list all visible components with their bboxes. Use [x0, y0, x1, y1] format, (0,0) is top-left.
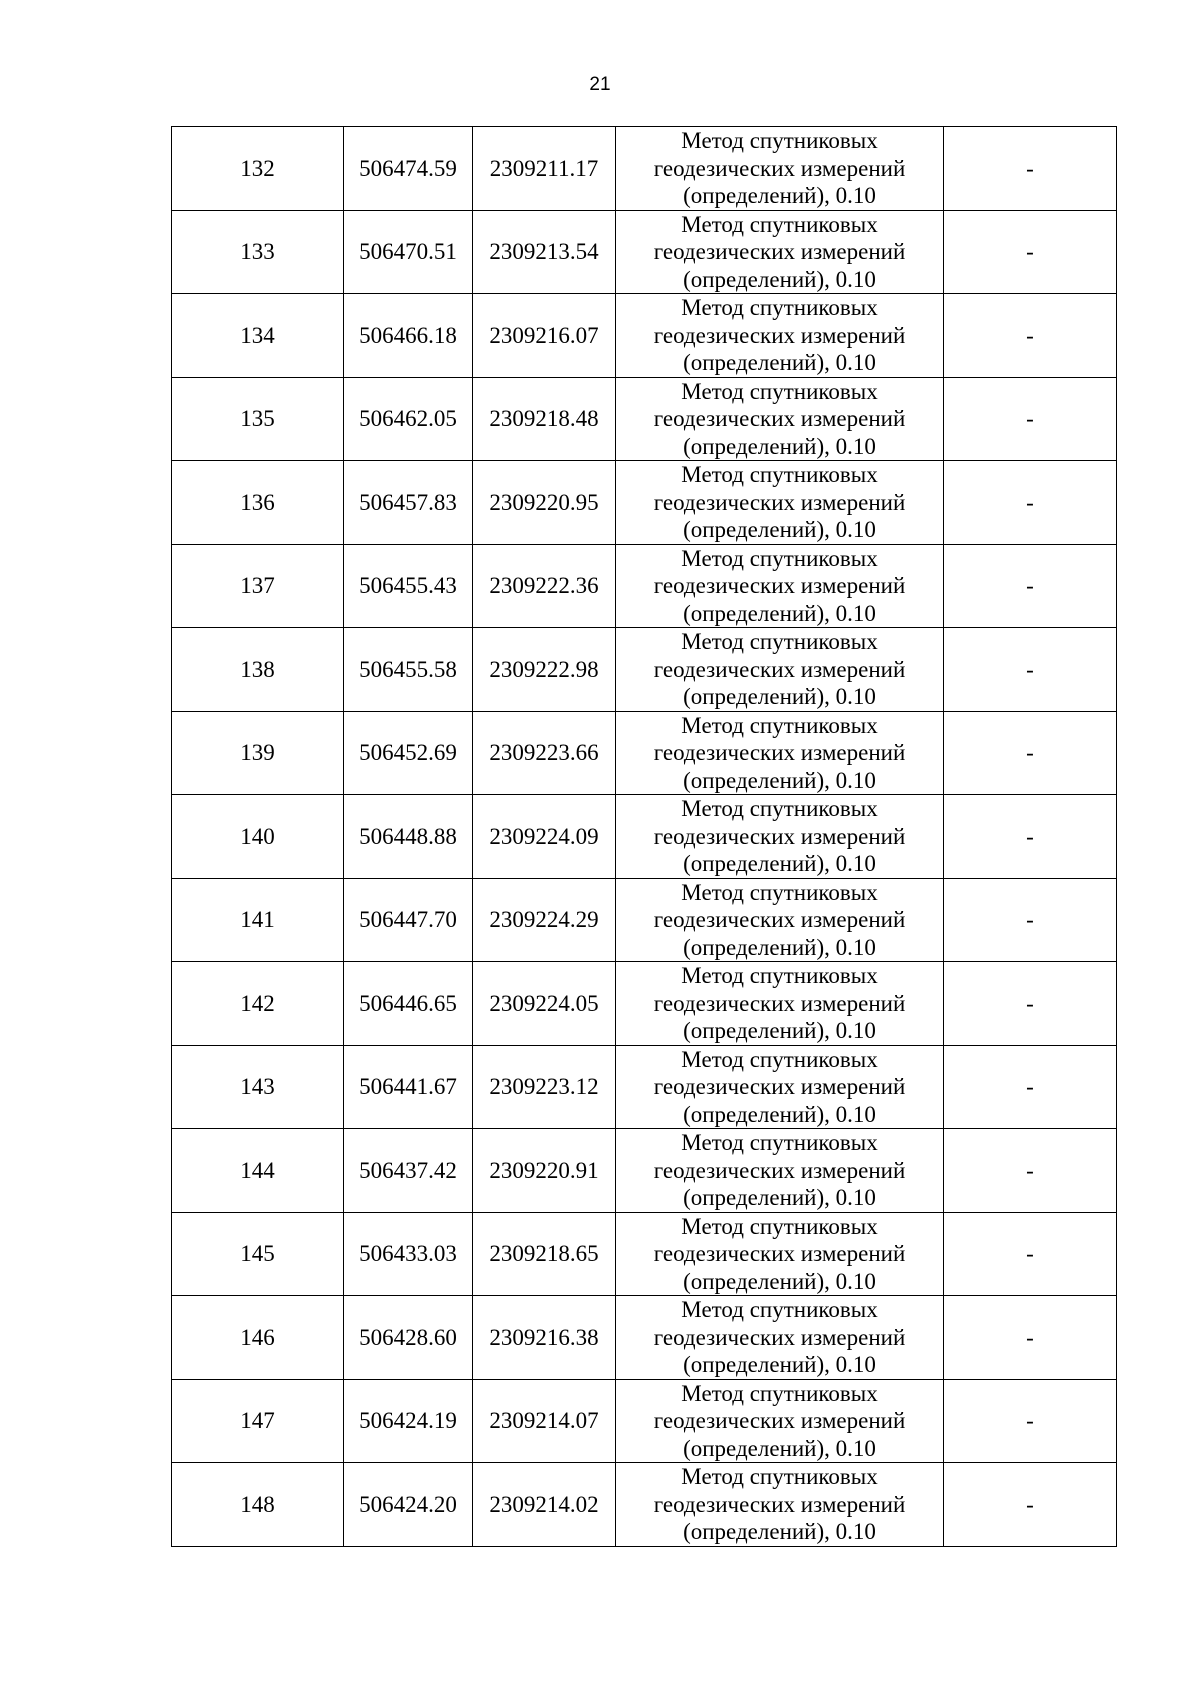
method-line: (определений), 0.10 — [683, 1519, 876, 1544]
method-cell — [616, 1379, 944, 1463]
method-cell — [616, 878, 944, 962]
method-line: (определений), 0.10 — [683, 266, 876, 292]
point-number-cell: 147 — [172, 1379, 344, 1463]
note-cell: - — [944, 1129, 1117, 1213]
point-number-cell: 135 — [172, 377, 344, 461]
note-cell: - — [944, 127, 1117, 211]
table-row — [172, 377, 1117, 461]
x-coordinate-cell: 506437.42 — [344, 1129, 473, 1213]
method-line: геодезических измерений — [653, 1241, 906, 1266]
method-cell — [616, 1212, 944, 1296]
note-cell: - — [944, 1296, 1117, 1380]
method-line: (определений), 0.10 — [683, 183, 876, 208]
note-cell: - — [944, 544, 1117, 628]
method-line: (определений), 0.10 — [683, 767, 876, 793]
point-number-cell: 142 — [172, 962, 344, 1046]
method-cell — [616, 210, 944, 294]
method-cell — [616, 628, 944, 712]
method-cell — [616, 294, 944, 378]
note-cell: - — [944, 461, 1117, 545]
x-coordinate-cell: 506455.43 — [344, 544, 473, 628]
x-coordinate-cell: 506447.70 — [344, 878, 473, 962]
table-row — [172, 795, 1117, 879]
coordinates-table-body — [172, 127, 1117, 1547]
method-line: Метод спутниковых — [681, 879, 878, 905]
x-coordinate-cell: 506433.03 — [344, 1212, 473, 1296]
point-number-cell: 138 — [172, 628, 344, 712]
method-line: (определений), 0.10 — [683, 517, 876, 542]
method-line: (определений), 0.10 — [683, 1101, 876, 1127]
table-row — [172, 1463, 1117, 1547]
method-line: (определений), 0.10 — [683, 684, 876, 709]
method-cell — [616, 1463, 944, 1547]
y-coordinate-cell: 2309214.02 — [473, 1463, 616, 1547]
point-number-cell: 141 — [172, 878, 344, 962]
point-number-cell: 144 — [172, 1129, 344, 1213]
table-row — [172, 294, 1117, 378]
method-line: геодезических измерений — [653, 155, 906, 181]
method-line: геодезических измерений — [653, 990, 906, 1016]
x-coordinate-cell: 506446.65 — [344, 962, 473, 1046]
x-coordinate-cell: 506474.59 — [344, 127, 473, 211]
note-cell: - — [944, 962, 1117, 1046]
point-number-cell: 134 — [172, 294, 344, 378]
method-line: геодезических измерений — [653, 656, 906, 682]
method-cell — [616, 962, 944, 1046]
method-cell — [616, 544, 944, 628]
method-cell — [616, 711, 944, 795]
y-coordinate-cell: 2309220.91 — [473, 1129, 616, 1213]
method-line: (определений), 0.10 — [683, 350, 876, 375]
method-line: Метод спутниковых — [681, 128, 878, 153]
method-cell — [616, 1045, 944, 1129]
method-line: (определений), 0.10 — [683, 1435, 876, 1461]
method-line: (определений), 0.10 — [683, 600, 876, 626]
method-line: Метод спутниковых — [681, 1464, 878, 1489]
method-line: (определений), 0.10 — [683, 1185, 876, 1210]
x-coordinate-cell: 506441.67 — [344, 1045, 473, 1129]
x-coordinate-cell: 506424.19 — [344, 1379, 473, 1463]
table-row — [172, 127, 1117, 211]
method-line: (определений), 0.10 — [683, 1352, 876, 1377]
point-number-cell: 136 — [172, 461, 344, 545]
method-line: Метод спутниковых — [681, 963, 878, 988]
x-coordinate-cell: 506428.60 — [344, 1296, 473, 1380]
note-cell: - — [944, 1463, 1117, 1547]
y-coordinate-cell: 2309213.54 — [473, 210, 616, 294]
note-cell: - — [944, 628, 1117, 712]
method-cell — [616, 127, 944, 211]
y-coordinate-cell: 2309222.36 — [473, 544, 616, 628]
y-coordinate-cell: 2309216.07 — [473, 294, 616, 378]
y-coordinate-cell: 2309211.17 — [473, 127, 616, 211]
method-line: геодезических измерений — [653, 907, 906, 932]
y-coordinate-cell: 2309218.65 — [473, 1212, 616, 1296]
y-coordinate-cell: 2309216.38 — [473, 1296, 616, 1380]
table-row — [172, 1296, 1117, 1380]
y-coordinate-cell: 2309214.07 — [473, 1379, 616, 1463]
table-row — [172, 544, 1117, 628]
method-line: геодезических измерений — [653, 1491, 906, 1517]
coordinates-table — [171, 126, 1117, 1547]
method-line: Метод спутниковых — [681, 1046, 878, 1072]
method-line: (определений), 0.10 — [683, 1018, 876, 1043]
method-line: Метод спутниковых — [681, 1380, 878, 1406]
y-coordinate-cell: 2309224.05 — [473, 962, 616, 1046]
method-line: Метод спутниковых — [681, 295, 878, 320]
table-row — [172, 711, 1117, 795]
x-coordinate-cell: 506452.69 — [344, 711, 473, 795]
note-cell: - — [944, 878, 1117, 962]
y-coordinate-cell: 2309218.48 — [473, 377, 616, 461]
y-coordinate-cell: 2309224.09 — [473, 795, 616, 879]
table-row — [172, 1045, 1117, 1129]
point-number-cell: 143 — [172, 1045, 344, 1129]
point-number-cell: 148 — [172, 1463, 344, 1547]
x-coordinate-cell: 506462.05 — [344, 377, 473, 461]
note-cell: - — [944, 210, 1117, 294]
method-line: геодезических измерений — [653, 406, 906, 431]
y-coordinate-cell: 2309222.98 — [473, 628, 616, 712]
method-line: Метод спутниковых — [681, 545, 878, 571]
method-line: Метод спутниковых — [681, 211, 878, 237]
point-number-cell: 145 — [172, 1212, 344, 1296]
point-number-cell: 133 — [172, 210, 344, 294]
method-line: Метод спутниковых — [681, 378, 878, 404]
method-line: геодезических измерений — [653, 1408, 906, 1433]
method-line: геодезических измерений — [653, 489, 906, 515]
point-number-cell: 139 — [172, 711, 344, 795]
method-line: геодезических измерений — [653, 1074, 906, 1099]
x-coordinate-cell: 506470.51 — [344, 210, 473, 294]
table-row — [172, 461, 1117, 545]
note-cell: - — [944, 377, 1117, 461]
method-line: (определений), 0.10 — [683, 1268, 876, 1294]
table-row — [172, 1129, 1117, 1213]
y-coordinate-cell: 2309224.29 — [473, 878, 616, 962]
x-coordinate-cell: 506457.83 — [344, 461, 473, 545]
y-coordinate-cell: 2309220.95 — [473, 461, 616, 545]
table-row — [172, 878, 1117, 962]
y-coordinate-cell: 2309223.66 — [473, 711, 616, 795]
note-cell: - — [944, 294, 1117, 378]
table-row — [172, 210, 1117, 294]
method-line: геодезических измерений — [653, 239, 906, 264]
table-row — [172, 1212, 1117, 1296]
point-number-cell: 137 — [172, 544, 344, 628]
x-coordinate-cell: 506455.58 — [344, 628, 473, 712]
method-line: Метод спутниковых — [681, 1130, 878, 1155]
point-number-cell: 146 — [172, 1296, 344, 1380]
point-number-cell: 132 — [172, 127, 344, 211]
table-row — [172, 962, 1117, 1046]
note-cell: - — [944, 795, 1117, 879]
method-line: геодезических измерений — [653, 1324, 906, 1350]
x-coordinate-cell: 506448.88 — [344, 795, 473, 879]
method-cell — [616, 1129, 944, 1213]
method-cell — [616, 377, 944, 461]
method-line: (определений), 0.10 — [683, 433, 876, 459]
method-line: геодезических измерений — [653, 740, 906, 765]
table-row — [172, 1379, 1117, 1463]
page-number: 21 — [589, 74, 611, 95]
x-coordinate-cell: 506424.20 — [344, 1463, 473, 1547]
x-coordinate-cell: 506466.18 — [344, 294, 473, 378]
method-cell — [616, 461, 944, 545]
method-line: (определений), 0.10 — [683, 934, 876, 960]
point-number-cell: 140 — [172, 795, 344, 879]
method-line: Метод спутниковых — [681, 796, 878, 821]
method-line: Метод спутниковых — [681, 462, 878, 487]
note-cell: - — [944, 1379, 1117, 1463]
method-line: геодезических измерений — [653, 823, 906, 849]
table-row — [172, 628, 1117, 712]
note-cell: - — [944, 711, 1117, 795]
method-cell — [616, 1296, 944, 1380]
method-line: геодезических измерений — [653, 322, 906, 348]
method-line: Метод спутниковых — [681, 712, 878, 738]
note-cell: - — [944, 1212, 1117, 1296]
method-line: (определений), 0.10 — [683, 851, 876, 876]
method-line: Метод спутниковых — [681, 1297, 878, 1322]
method-line: Метод спутниковых — [681, 629, 878, 654]
method-line: Метод спутниковых — [681, 1213, 878, 1239]
y-coordinate-cell: 2309223.12 — [473, 1045, 616, 1129]
method-line: геодезических измерений — [653, 573, 906, 598]
note-cell: - — [944, 1045, 1117, 1129]
method-line: геодезических измерений — [653, 1157, 906, 1183]
method-cell — [616, 795, 944, 879]
